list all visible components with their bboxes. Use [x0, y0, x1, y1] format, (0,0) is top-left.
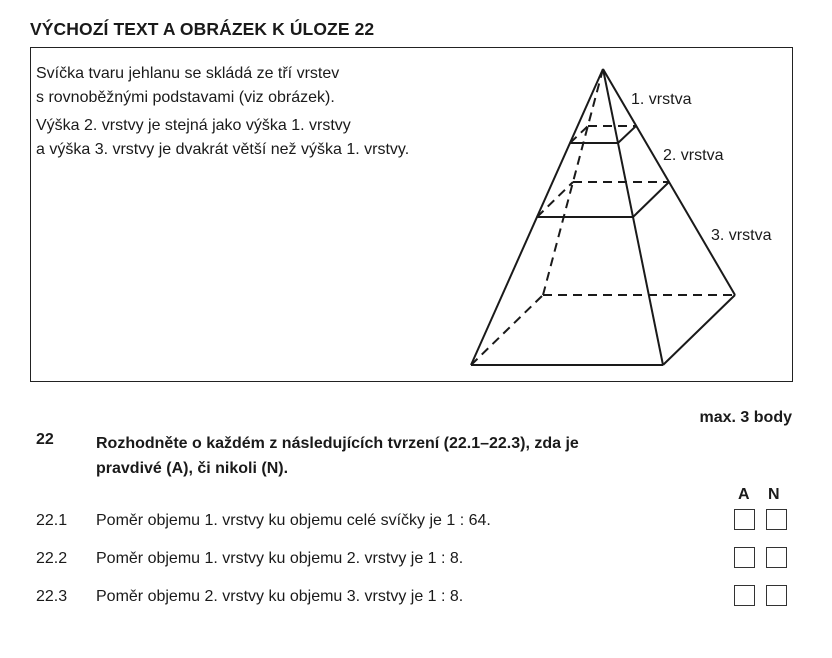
section-2-right — [633, 182, 669, 217]
intro-line-3: Výška 2. vrstvy je stejná jako výška 1. vrstvy — [36, 117, 351, 134]
answer-checkbox-n[interactable] — [766, 509, 787, 530]
layer-label-1: 1. vrstva — [631, 91, 692, 108]
layer-label-2: 2. vrstva — [663, 147, 724, 164]
item-statement: Poměr objemu 2. vrstvy ku objemu 3. vrstvy je 1 : 8. — [96, 588, 464, 605]
item-number: 22.2 — [36, 550, 68, 567]
base-edge-back-left — [471, 295, 543, 365]
item-number: 22.1 — [36, 512, 68, 529]
intro-line-2: s rovnoběžnými podstavami (viz obrázek). — [36, 89, 335, 106]
section-heading: VÝCHOZÍ TEXT A OBRÁZEK K ÚLOZE 22 — [30, 19, 375, 39]
answer-checkbox-n[interactable] — [766, 585, 787, 606]
column-header-n: N — [768, 486, 780, 503]
intro-line-1: Svíčka tvaru jehlanu se skládá ze tří vrstev — [36, 65, 340, 82]
item-statement: Poměr objemu 1. vrstvy ku objemu celé svíčky je 1 : 64. — [96, 512, 491, 529]
answer-checkbox-a[interactable] — [734, 585, 755, 606]
section-1-right — [618, 126, 636, 143]
question-prompt-line-1: Rozhodněte o každém z následujících tvrzení (22.1–22.3), zda je — [96, 435, 579, 452]
max-points: max. 3 body — [699, 409, 792, 426]
question-number: 22 — [36, 431, 54, 448]
intro-line-4: a výška 3. vrstvy je dvakrát větší než výška 1. vrstvy. — [36, 141, 410, 158]
answer-checkbox-a[interactable] — [734, 547, 755, 568]
layer-label-3: 3. vrstva — [711, 227, 772, 244]
answer-checkbox-a[interactable] — [734, 509, 755, 530]
base-edge-front-right — [663, 295, 735, 365]
question-prompt-line-2: pravdivé (A), či nikoli (N). — [96, 460, 289, 477]
answer-checkbox-n[interactable] — [766, 547, 787, 568]
column-header-a: A — [738, 486, 750, 503]
question-prompt — [96, 431, 696, 481]
item-statement: Poměr objemu 1. vrstvy ku objemu 2. vrstvy je 1 : 8. — [96, 550, 464, 567]
item-number: 22.3 — [36, 588, 68, 605]
